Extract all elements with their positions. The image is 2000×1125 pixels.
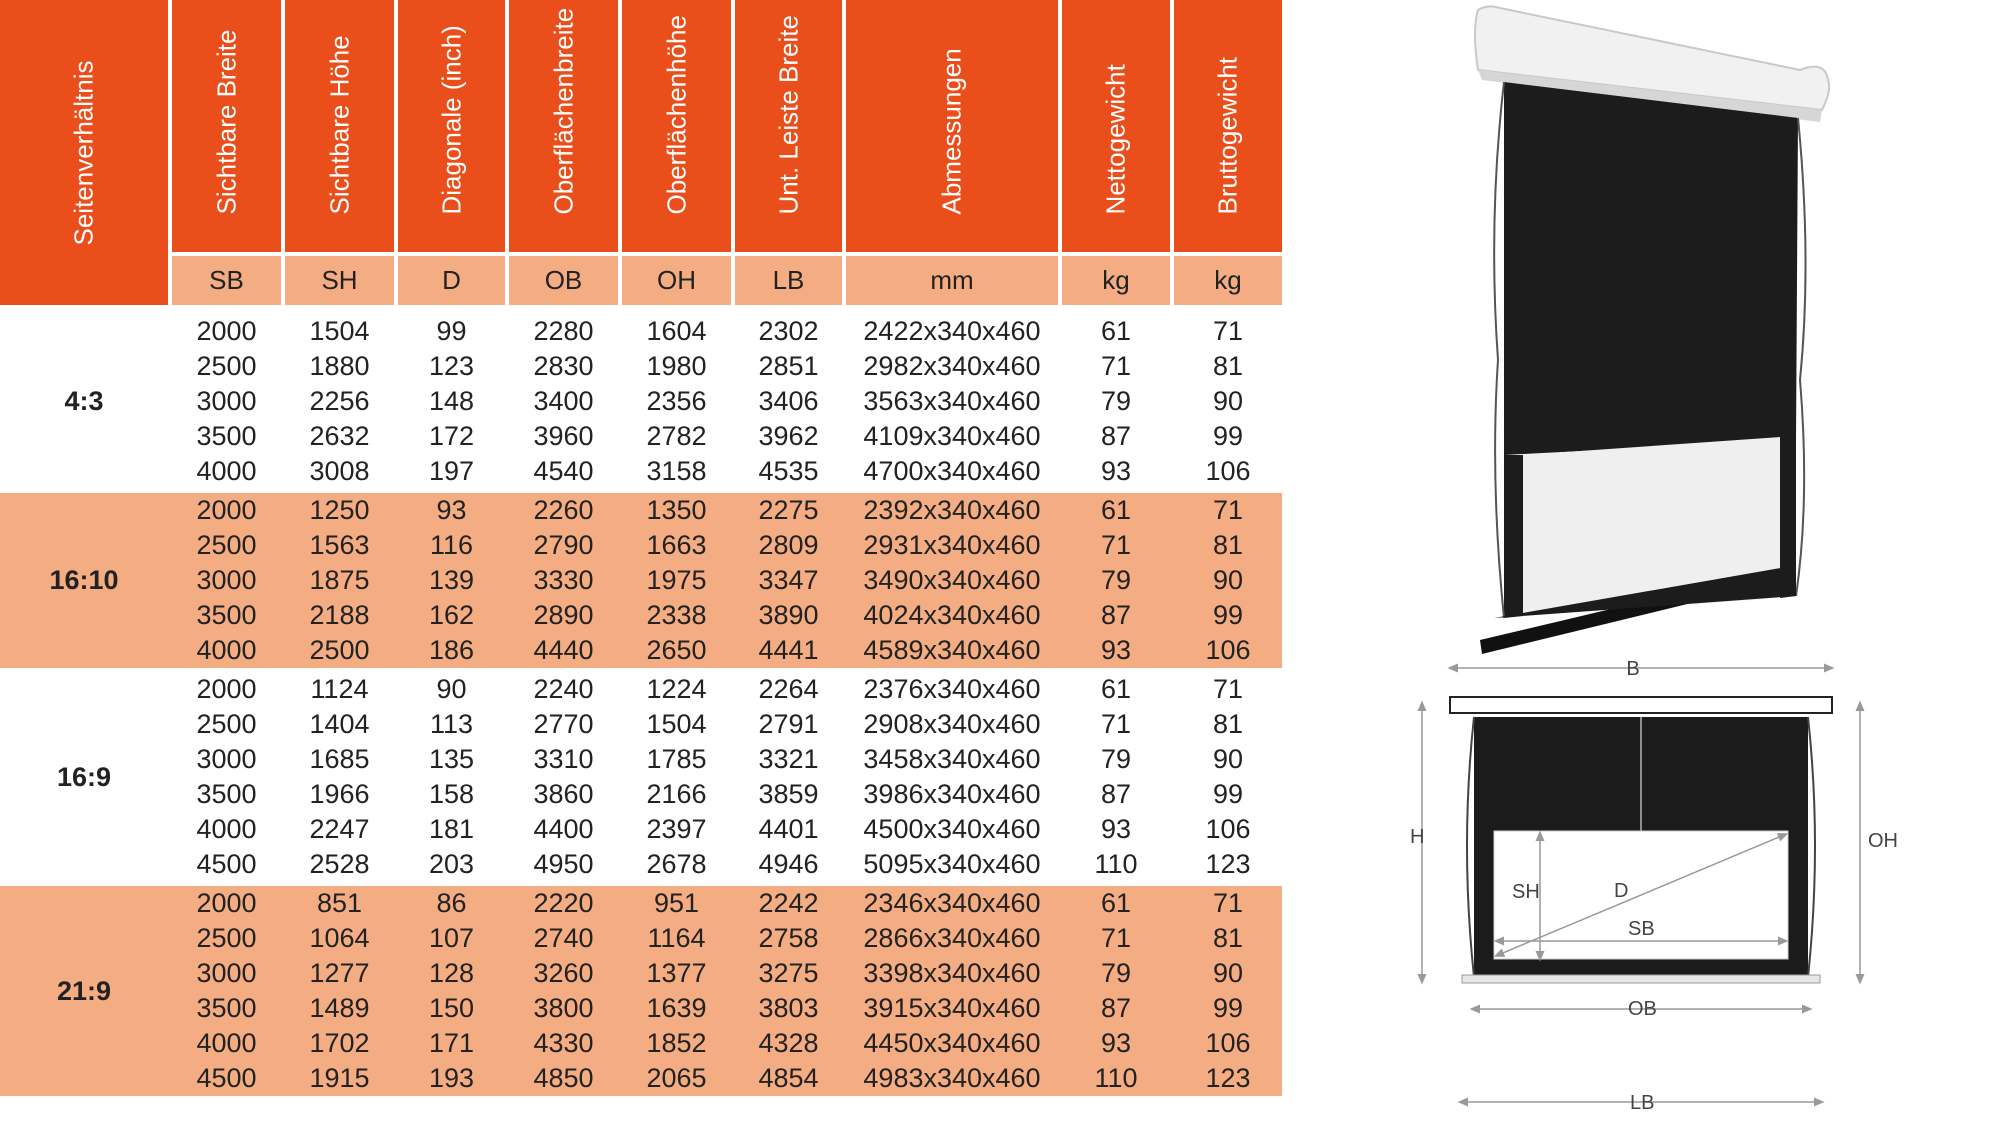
table-cell: 3986x340x460 [863, 779, 1041, 809]
table-row [0, 777, 1282, 812]
table-row [0, 672, 1282, 707]
table-cell: 5095x340x460 [863, 849, 1041, 879]
table-cell: 2166 [646, 779, 707, 809]
table-cell: 90 [1170, 956, 1282, 991]
table-cell: 2650 [618, 633, 731, 668]
table-cell: 90 [1170, 563, 1282, 598]
table-cell: 1064 [281, 921, 394, 956]
table-cell: 3310 [533, 744, 594, 774]
table-cell: 71 [1212, 674, 1244, 704]
table-cell: 2422x340x460 [863, 316, 1041, 346]
table-cell: 4109x340x460 [863, 421, 1041, 451]
table-cell: 186 [394, 633, 505, 668]
label-LB: LB [1630, 1092, 1655, 1114]
label-SB: SB [1628, 918, 1655, 940]
table-cell: 71 [1058, 528, 1170, 563]
column-unit: OB [505, 252, 618, 305]
table-cell: 71 [1100, 351, 1132, 381]
unit-row [0, 252, 1282, 305]
column-unit: SH [281, 252, 394, 305]
table-cell: 2376x340x460 [863, 674, 1041, 704]
table-cell: 79 [1100, 744, 1132, 774]
table-row [0, 384, 1282, 419]
table-cell: 3803 [731, 991, 842, 1026]
table-cell: 2890 [505, 598, 618, 633]
column-unit: D [394, 252, 505, 305]
table-cell: 2000 [168, 886, 281, 921]
table-cell: 2260 [505, 493, 618, 528]
table-cell: 2500 [196, 351, 257, 381]
table-cell: 1277 [281, 956, 394, 991]
table-row [0, 633, 1282, 668]
product-illustration [1460, 0, 1840, 660]
column-header-label: Oberflächenhöhe [661, 15, 691, 215]
table-cell: 2500 [196, 709, 257, 739]
table-cell: 106 [1205, 814, 1251, 844]
column-header-label: Abmessungen [936, 48, 967, 215]
table-cell: 2275 [731, 493, 842, 528]
table-row [0, 991, 1282, 1026]
table-cell: 2256 [309, 386, 370, 416]
column-header [168, 0, 281, 252]
table-cell: 171 [394, 1026, 505, 1061]
table-cell: 148 [428, 386, 475, 416]
table-cell: 106 [1205, 456, 1251, 486]
table-cell: 3800 [505, 991, 618, 1026]
table-cell: 2866x340x460 [842, 921, 1058, 956]
table-cell: 3500 [196, 779, 257, 809]
table-cell: 90 [436, 674, 467, 704]
table-cell: 2908x340x460 [863, 709, 1041, 739]
table-cell: 2247 [309, 814, 370, 844]
table-cell: 139 [394, 563, 505, 598]
table-cell: 93 [1058, 633, 1170, 668]
table-cell: 107 [394, 921, 505, 956]
table-cell: 1489 [281, 991, 394, 1026]
table-cell: 61 [1058, 886, 1170, 921]
table-row [0, 1061, 1282, 1096]
table-cell: 3000 [196, 744, 257, 774]
table-cell: 158 [428, 779, 475, 809]
table-cell: 2528 [309, 849, 370, 879]
table-cell: 116 [394, 528, 505, 563]
table-cell: 4401 [758, 814, 819, 844]
table-cell: 1875 [281, 563, 394, 598]
table-cell: 2240 [533, 674, 594, 704]
table-cell: 81 [1170, 921, 1282, 956]
table-cell: 1164 [618, 921, 731, 956]
label-H: H [1410, 826, 1425, 848]
table-cell: 3347 [731, 563, 842, 598]
table-cell: 113 [429, 709, 474, 739]
screen-surface-dark [1504, 82, 1798, 455]
table-cell: 90 [1212, 386, 1244, 416]
table-cell: 3563x340x460 [863, 386, 1041, 416]
table-cell: 951 [618, 886, 731, 921]
table-cell: 3458x340x460 [863, 744, 1041, 774]
table-cell: 86 [394, 886, 505, 921]
group-spacer [0, 305, 1282, 314]
table-cell: 4400 [533, 814, 594, 844]
table-cell: 71 [1100, 709, 1132, 739]
table-cell: 90 [1212, 744, 1244, 774]
table-cell: 162 [394, 598, 505, 633]
table-cell: 99 [1170, 991, 1282, 1026]
column-header [505, 0, 618, 252]
column-header-label: Oberflächenbreite [548, 8, 578, 215]
table-cell: 1124 [310, 674, 369, 704]
table-row [0, 1026, 1282, 1061]
table-cell: 2758 [731, 921, 842, 956]
table-row [0, 742, 1282, 777]
table-cell: 2188 [281, 598, 394, 633]
table-cell: 3962 [758, 421, 819, 451]
label-SH: SH [1512, 881, 1540, 903]
table-cell: 3398x340x460 [842, 956, 1058, 991]
table-cell: 1915 [281, 1061, 394, 1096]
column-header-label: Seitenverhältnis [68, 60, 99, 246]
table-cell: 61 [1058, 493, 1170, 528]
table-cell: 2065 [618, 1061, 731, 1096]
column-header [1170, 0, 1282, 252]
table-cell: 2740 [505, 921, 618, 956]
table-cell: 1880 [309, 351, 370, 381]
table-cell: 106 [1170, 633, 1282, 668]
column-header-label: Unt. Leiste Breite [773, 15, 803, 215]
table-cell: 2397 [646, 814, 707, 844]
table-row [0, 707, 1282, 742]
spacer-cell [0, 305, 1282, 314]
table-cell: 4540 [533, 456, 594, 486]
dimension-diagram [1390, 655, 1910, 1120]
table-cell: 3500 [168, 598, 281, 633]
table-cell: 1250 [281, 493, 394, 528]
table-cell: 4328 [731, 1026, 842, 1061]
table-cell: 3406 [758, 386, 819, 416]
table-cell: 1980 [646, 351, 707, 381]
table-cell: 71 [1212, 316, 1244, 346]
table-cell: 2500 [168, 528, 281, 563]
table-cell: 1852 [618, 1026, 731, 1061]
table-cell: 2220 [505, 886, 618, 921]
table-cell: 123 [428, 351, 475, 381]
table-cell: 172 [428, 421, 475, 451]
label-D: D [1614, 880, 1629, 902]
table-cell: 3275 [731, 956, 842, 991]
table-cell: 4330 [505, 1026, 618, 1061]
table-cell: 4000 [168, 1026, 281, 1061]
table-cell: 3158 [646, 456, 707, 486]
table-cell: 3860 [533, 779, 594, 809]
table-cell: 4000 [196, 456, 257, 486]
table-cell: 3000 [168, 563, 281, 598]
table-cell: 4000 [168, 633, 281, 668]
table-cell: 3960 [533, 421, 594, 451]
table-cell: 1966 [309, 779, 370, 809]
table-body [0, 305, 1282, 1096]
tension-cord-left [1494, 82, 1504, 618]
aspect-ratio-cell: 4:3 [64, 386, 104, 416]
table-row [0, 921, 1282, 956]
table-cell: 3000 [168, 956, 281, 991]
table-cell: 99 [1170, 598, 1282, 633]
table-cell: 3490x340x460 [842, 563, 1058, 598]
table-cell: 197 [428, 456, 475, 486]
table-cell: 79 [1100, 386, 1132, 416]
table-cell: 87 [1058, 598, 1170, 633]
column-unit: kg [1170, 252, 1282, 305]
column-unit: mm [842, 252, 1058, 305]
table-row [0, 454, 1282, 489]
table-cell: 1404 [309, 709, 370, 739]
column-header [618, 0, 731, 252]
table-cell: 87 [1100, 779, 1132, 809]
table-cell: 4440 [505, 633, 618, 668]
table-cell: 3500 [168, 991, 281, 1026]
table-cell: 181 [428, 814, 475, 844]
table-cell: 193 [394, 1061, 505, 1096]
table-row [0, 349, 1282, 384]
table-cell: 4000 [196, 814, 257, 844]
table-cell: 71 [1170, 886, 1282, 921]
table-cell: 4535 [758, 456, 819, 486]
table-row [0, 598, 1282, 633]
table-cell: 2809 [731, 528, 842, 563]
table-cell: 4850 [505, 1061, 618, 1096]
table-row [0, 847, 1282, 882]
table-cell: 1504 [309, 316, 370, 346]
table-cell: 1975 [618, 563, 731, 598]
table-row [0, 563, 1282, 598]
table-cell: 3000 [196, 386, 257, 416]
table-cell: 2851 [758, 351, 819, 381]
aspect-ratio-cell: 16:9 [56, 761, 112, 792]
table-cell: 81 [1170, 528, 1282, 563]
table-cell: 3400 [533, 386, 594, 416]
table-cell: 61 [1100, 674, 1132, 704]
table-cell: 2782 [646, 421, 707, 451]
column-unit: OH [618, 252, 731, 305]
table-cell: 3915x340x460 [842, 991, 1058, 1026]
table-cell: 2356 [646, 386, 707, 416]
table-cell: 1504 [646, 709, 707, 739]
table-cell: 3260 [505, 956, 618, 991]
table-cell: 79 [1058, 956, 1170, 991]
table-cell: 4700x340x460 [863, 456, 1041, 486]
table-cell: 71 [1058, 921, 1170, 956]
column-header-label: Diagonale (inch) [436, 25, 466, 215]
label-OH: OH [1868, 830, 1898, 852]
table-cell: 99 [1212, 421, 1244, 451]
table-cell: 3859 [758, 779, 819, 809]
table-cell: 93 [1058, 1026, 1170, 1061]
column-header-label: Sichtbare Breite [211, 29, 241, 215]
table-cell: 1702 [281, 1026, 394, 1061]
column-header [394, 0, 505, 252]
table-cell: 4500 [196, 849, 257, 879]
table-cell: 93 [1100, 814, 1132, 844]
table-cell: 99 [436, 316, 467, 346]
table-cell: 3330 [505, 563, 618, 598]
table-cell: 93 [1100, 456, 1132, 486]
column-header [281, 0, 394, 252]
table-cell: 135 [428, 744, 475, 774]
table-cell: 2000 [168, 493, 281, 528]
table-cell: 4024x340x460 [842, 598, 1058, 633]
column-header [731, 0, 842, 252]
aspect-ratio-cell: 21:9 [0, 886, 168, 1096]
table-cell: 2280 [533, 316, 594, 346]
table-row [0, 812, 1282, 847]
table-cell: 851 [281, 886, 394, 921]
table-cell: 81 [1212, 709, 1244, 739]
table-cell: 2392x340x460 [842, 493, 1058, 528]
table-cell: 2931x340x460 [842, 528, 1058, 563]
table-cell: 2678 [646, 849, 707, 879]
table-cell: 3008 [309, 456, 370, 486]
table-cell: 61 [1100, 316, 1132, 346]
table-cell: 2500 [281, 633, 394, 668]
column-unit: kg [1058, 252, 1170, 305]
label-OB: OB [1628, 998, 1657, 1020]
table-cell: 1685 [309, 744, 370, 774]
table-cell: 4854 [731, 1061, 842, 1096]
table-cell: 87 [1100, 421, 1132, 451]
table-row [0, 314, 1282, 349]
table-cell: 3890 [731, 598, 842, 633]
table-cell: 1604 [646, 316, 707, 346]
aspect-ratio-cell: 16:10 [0, 493, 168, 668]
table-cell: 4450x340x460 [842, 1026, 1058, 1061]
label-B: B [1626, 658, 1640, 680]
column-header [0, 0, 168, 305]
table-cell: 1785 [646, 744, 707, 774]
table-cell: 2632 [309, 421, 370, 451]
table-cell: 99 [1212, 779, 1244, 809]
table-cell: 4441 [731, 633, 842, 668]
table-cell: 3500 [196, 421, 257, 451]
table-cell: 79 [1058, 563, 1170, 598]
table-cell: 93 [394, 493, 505, 528]
column-header-label: Sichtbare Höhe [324, 35, 354, 215]
table-row [0, 956, 1282, 991]
table-cell: 3321 [758, 744, 819, 774]
header-row [0, 0, 1282, 252]
table-cell: 4500 [168, 1061, 281, 1096]
column-header-label: Nettogewicht [1100, 64, 1131, 215]
table-row [0, 528, 1282, 563]
table-cell: 71 [1170, 493, 1282, 528]
table-cell: 2830 [533, 351, 594, 381]
table-cell: 110 [1094, 849, 1138, 879]
column-header-label: Bruttogewicht [1212, 57, 1243, 215]
table-cell: 2242 [731, 886, 842, 921]
table-cell: 128 [394, 956, 505, 991]
column-unit: SB [168, 252, 281, 305]
table-cell: 2000 [196, 316, 257, 346]
table-cell: 81 [1212, 351, 1244, 381]
diagram-cassette [1450, 697, 1832, 713]
table-cell: 1639 [618, 991, 731, 1026]
diagram-bottom-bar [1462, 975, 1820, 983]
table-cell: 4946 [758, 849, 819, 879]
table-cell: 123 [1170, 1061, 1282, 1096]
table-cell: 4950 [533, 849, 594, 879]
table-cell: 2982x340x460 [863, 351, 1041, 381]
table-cell: 87 [1058, 991, 1170, 1026]
table-cell: 203 [428, 849, 475, 879]
table-cell: 2000 [196, 674, 257, 704]
table-cell: 2791 [758, 709, 819, 739]
table-cell: 2790 [505, 528, 618, 563]
table-cell: 106 [1170, 1026, 1282, 1061]
table-cell: 2346x340x460 [842, 886, 1058, 921]
table-cell: 1377 [618, 956, 731, 991]
table-cell: 4983x340x460 [842, 1061, 1058, 1096]
column-unit: LB [731, 252, 842, 305]
table-cell: 1563 [281, 528, 394, 563]
column-header [1058, 0, 1170, 252]
table-cell: 2264 [758, 674, 819, 704]
table-cell: 2302 [758, 316, 819, 346]
table-cell: 1350 [618, 493, 731, 528]
table-row [0, 419, 1282, 454]
table-row [0, 886, 1282, 921]
table-cell: 123 [1205, 849, 1251, 879]
column-header [842, 0, 1058, 252]
table-cell: 110 [1058, 1061, 1170, 1096]
table-cell: 2338 [618, 598, 731, 633]
table-cell: 2770 [533, 709, 594, 739]
table-cell: 4589x340x460 [842, 633, 1058, 668]
table-cell: 4500x340x460 [863, 814, 1041, 844]
table-row [0, 493, 1282, 528]
table-cell: 1224 [646, 674, 707, 704]
table-cell: 150 [394, 991, 505, 1026]
table-cell: 1663 [618, 528, 731, 563]
table-cell: 2500 [168, 921, 281, 956]
